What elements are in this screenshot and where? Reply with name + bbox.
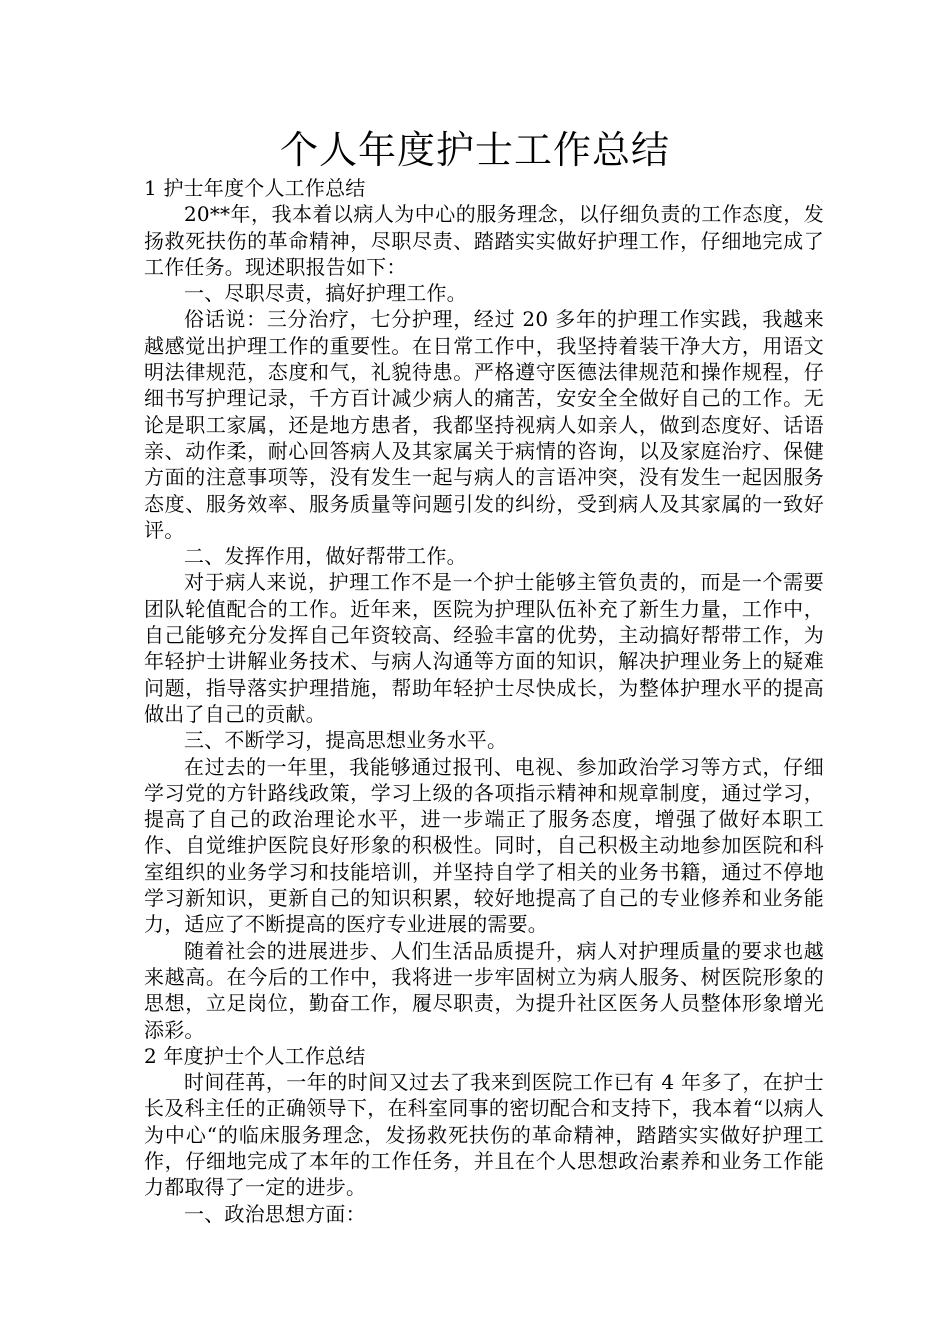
document-body bbox=[144, 175, 824, 1227]
subheading-political: 一、政治思想方面： bbox=[184, 1201, 366, 1226]
section-heading-2: 2 年度护士个人工作总结 bbox=[144, 1043, 366, 1068]
subheading-mentoring: 二、发挥作用，做好帮带工作。 bbox=[184, 544, 467, 569]
subheading-learning: 三、不断学习，提高思想业务水平。 bbox=[184, 728, 508, 753]
section-heading-1: 1 护士年度个人工作总结 bbox=[144, 176, 366, 200]
paragraph-outlook: 随着社会的进展进步、人们生活品质提升，病人对护理质量的要求也越来越高。在今后的工作中，我将进一步牢固树立为病人服务、树医院形象的思想，立足岗位，勤奋工作，履尽职责，为提升社区医务人员整体形象增光添彩。 bbox=[144, 938, 824, 1042]
subheading-duty: 一、尽职尽责，搞好护理工作。 bbox=[184, 281, 467, 306]
paragraph-learning: 在过去的一年里，我能够通过报刊、电视、参加政治学习等方式，仔细学习党的方针路线政策，学习上级的各项指示精神和规章制度，通过学习，提高了自己的政治理论水平，进一步端正了服务态度，增强了做好本职工作、自觉维护医院良好形象的积极性。同时，自己积极主动地参加医院和科室组织的业务学习和技能培训，并坚持自学了相关的业务书籍，通过不停地学习新知识，更新自己的知识积累，较好地提高了自己的专业修养和业务能力，适应了不断提高的医疗专业进展的需要。 bbox=[144, 754, 824, 937]
paragraph-mentoring: 对于病人来说，护理工作不是一个护士能够主管负责的，而是一个需要团队轮值配合的工作。近年来，医院为护理队伍补充了新生力量，工作中，自己能够充分发挥自己年资较高、经验丰富的优势，主动搞好帮带工作，为年轻护士讲解业务技术、与病人沟通等方面的知识，解决护理业务上的疑难问题，指导落实护理措施，帮助年轻护士尽快成长，为整体护理水平的提高做出了自己的贡献。 bbox=[144, 570, 824, 726]
paragraph-summary-2: 时间荏苒，一年的时间又过去了我来到医院工作已有 4 年多了，在护士长及科主任的正确领导下，在科室同事的密切配合和支持下，我本着“以病人为中心“的临床服务理念，发扬救死扶伤的革命精神，踏踏实实做好护理工作，仔细地完成了本年的工作任务，并且在个人思想政治素养和业务工作能力都取得了一定的进步。 bbox=[144, 1070, 824, 1200]
paragraph-duty: 俗话说：三分治疗，七分护理，经过 20 多年的护理工作实践，我越来越感觉出护理工作的重要性。在日常工作中，我坚持着装干净大方，用语文明法律规范，态度和气，礼貌待患。严格遵守医德法律规范和操作规程，仔细书写护理记录，千方百计减少病人的痛苦，安安全全做好自己的工作。无论是职工家属，还是地方患者，我都坚持视病人如亲人，做到态度好、话语亲、动作柔，耐心回答病人及其家属关于病情的咨询，以及家庭治疗、保健方面的注意事项等，没有发生一起与病人的言语冲突，没有发生一起因服务态度、服务效率、服务质量等问题引发的纠纷，受到病人及其家属的一致好评。 bbox=[144, 307, 824, 542]
document-title: 个人年度护士工作总结 bbox=[279, 128, 670, 172]
paragraph-intro: 20**年，我本着以病人为中心的服务理念，以仔细负责的工作态度，发扬救死扶伤的革命精神，尽职尽责、踏踏实实做好护理工作，仔细地完成了工作任务。现述职报告如下： bbox=[144, 202, 824, 279]
